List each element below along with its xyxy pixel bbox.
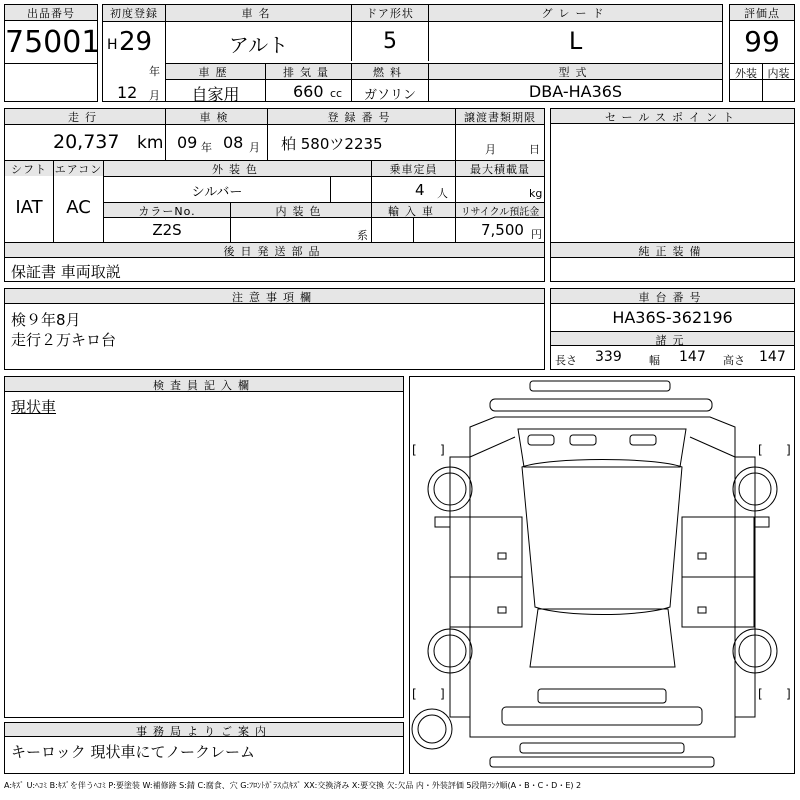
capacity-value: 4 <box>415 181 425 199</box>
car-name-value: アルト <box>228 33 289 57</box>
score-box <box>729 4 795 102</box>
grade-value: L <box>568 27 583 55</box>
first-reg-era: H <box>107 37 118 53</box>
plate-value: 柏 580ツ2235 <box>281 135 383 153</box>
bracket-left-top-open: [ <box>412 443 417 457</box>
score-ext-label: 外装 <box>735 67 757 80</box>
transfer-doc-label: 譲渡書類期限 <box>456 109 544 124</box>
shift-label: シフト <box>5 161 53 176</box>
max-load-unit: kg <box>529 187 543 200</box>
first-reg-year-unit: 年 <box>149 65 160 78</box>
inspection-year: 09 <box>177 133 198 152</box>
ac-value: AC <box>66 197 91 218</box>
specs-length-label: 長さ <box>555 354 577 367</box>
history-label: 車歴 <box>166 64 265 79</box>
car-outline-drawing <box>410 377 794 773</box>
specs-label: 諸元 <box>551 332 794 346</box>
transfer-doc-day: 日 <box>529 143 540 156</box>
mileage-unit: km <box>137 133 164 153</box>
color-no-label: カラーNo. <box>104 203 230 217</box>
color-no-value: Z2S <box>152 221 182 239</box>
first-reg-year: 29 <box>119 27 153 57</box>
notes-label: 注意事項欄 <box>5 289 544 304</box>
car-name-label: 車名 <box>166 5 351 21</box>
specs-length: 339 <box>595 349 622 365</box>
mileage-label: 走行 <box>5 109 165 124</box>
exterior-color-label: 外装色 <box>104 161 371 176</box>
capacity-label: 乗車定員 <box>372 161 455 176</box>
bracket-left-bottom-open: [ <box>412 687 417 701</box>
specs-width: 147 <box>679 349 706 365</box>
bracket-right-bottom-close: ] <box>786 687 791 701</box>
mileage-value: 20,737 <box>53 131 120 153</box>
model-value: DBA-HA36S <box>528 82 623 101</box>
displacement-label: 排気量 <box>266 64 351 79</box>
plate-label: 登録番号 <box>268 109 455 124</box>
displacement-unit: cc <box>330 87 343 100</box>
score-value: 99 <box>744 25 780 58</box>
score-label: 評価点 <box>730 5 794 21</box>
notes-line-1: 検９年8月 <box>11 311 81 329</box>
lot-number: 75001 <box>5 25 101 60</box>
first-reg-month-unit: 月 <box>149 89 160 102</box>
door-value: 5 <box>383 29 397 54</box>
import-label: 輸入車 <box>372 203 455 217</box>
first-reg-label: 初度登録 <box>103 5 165 21</box>
transfer-doc-month: 月 <box>485 143 496 156</box>
recycle-value: 7,500 <box>481 221 524 239</box>
fuel-value: ガソリン <box>363 88 416 103</box>
score-int-label: 内装 <box>767 67 790 80</box>
max-load-label: 最大積載量 <box>456 161 544 176</box>
legend-text: A:ｷｽﾞ U:ﾍｺﾐ B:ｷｽﾞを伴うﾍｺﾐ P:要塗装 W:補修跡 S:錆 C:腐食、穴 G:ﾌﾛﾝﾄｶﾞﾗｽ点ｷｽﾞ XX:交換済み X:要交換 欠:欠品 内・外装評価 5段階ﾗﾝｸ順(A・B・C・D・E) 2 <box>4 781 582 790</box>
car-diagram <box>409 376 795 774</box>
later-parts-value: 保証書 車両取説 <box>11 263 121 281</box>
shift-value: IAT <box>15 197 43 218</box>
lot-label: 出品番号 <box>5 5 97 21</box>
fuel-label: 燃料 <box>352 64 428 79</box>
inspector-box <box>4 376 404 718</box>
specs-width-label: 幅 <box>649 354 660 367</box>
specs-height: 147 <box>759 349 786 365</box>
chassis-value: HA36S-362196 <box>612 308 733 327</box>
interior-color-label: 内装色 <box>231 203 371 217</box>
specs-height-label: 高さ <box>723 354 745 367</box>
sales-point-box <box>550 108 795 282</box>
capacity-unit: 人 <box>437 187 448 200</box>
genuine-label: 純正装備 <box>551 243 794 257</box>
history-value: 自家用 <box>191 85 240 104</box>
later-parts-label: 後日発送部品 <box>5 243 544 257</box>
recycle-label: リサイクル預託金 <box>456 203 544 217</box>
ac-label: エアコン <box>54 163 103 176</box>
recycle-unit: 円 <box>531 228 542 241</box>
inspection-label: 車検 <box>166 109 267 124</box>
chassis-label: 車台番号 <box>551 289 794 304</box>
displacement-value: 660 <box>293 82 324 101</box>
inspector-value: 現状車 <box>11 398 57 416</box>
model-label: 型式 <box>429 64 722 79</box>
top-info-block <box>102 4 723 102</box>
interior-color-unit: 系 <box>357 229 368 242</box>
bracket-right-bottom-open: [ <box>758 687 763 701</box>
chassis-box <box>550 288 795 370</box>
sales-point-label: セールスポイント <box>551 109 794 124</box>
inspection-month: 08 <box>223 133 244 152</box>
grade-label: グレード <box>429 5 722 21</box>
inspection-year-unit: 年 <box>201 141 212 154</box>
door-label: ドア形状 <box>352 5 428 21</box>
bracket-right-top-open: [ <box>758 443 763 457</box>
detail-block <box>4 108 545 282</box>
inspector-label: 検査員記入欄 <box>5 377 403 392</box>
bracket-left-top-close: ] <box>440 443 445 457</box>
first-reg-month: 12 <box>117 83 138 102</box>
inspection-month-unit: 月 <box>249 141 260 154</box>
lot-box <box>4 4 101 102</box>
bracket-right-top-close: ] <box>786 443 791 457</box>
notes-line-2: 走行２万キロ台 <box>11 331 117 349</box>
bracket-left-bottom-close: ] <box>440 687 445 701</box>
office-box <box>4 722 404 774</box>
office-value: キーロック 現状車にてノークレーム <box>11 743 256 761</box>
notes-box <box>4 288 545 370</box>
office-label: 事務局よりご案内 <box>5 723 403 737</box>
exterior-color-value: シルバー <box>191 185 243 200</box>
